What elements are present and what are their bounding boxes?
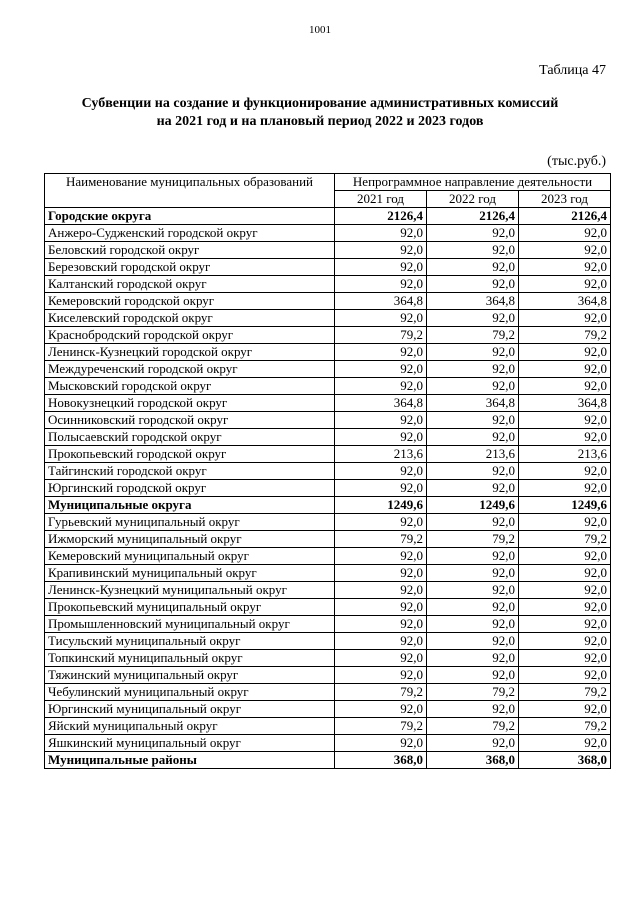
table-row <box>45 684 611 701</box>
cell-2023: 92,0 <box>519 701 611 718</box>
cell-2021: 79,2 <box>335 327 427 344</box>
table-row <box>45 225 611 242</box>
cell-2021: 92,0 <box>335 463 427 480</box>
table-body <box>45 208 611 769</box>
cell-2023: 92,0 <box>519 735 611 752</box>
page-number: 1001 <box>309 24 331 36</box>
cell-2022: 92,0 <box>427 276 519 293</box>
table-row-group-total <box>45 752 611 769</box>
cell-2022: 92,0 <box>427 463 519 480</box>
cell-name: Междуреченский городской округ <box>45 361 335 378</box>
table-row <box>45 259 611 276</box>
cell-2021: 92,0 <box>335 310 427 327</box>
cell-2022: 1249,6 <box>427 497 519 514</box>
cell-name: Полысаевский городской округ <box>45 429 335 446</box>
cell-2023: 368,0 <box>519 752 611 769</box>
cell-2021: 92,0 <box>335 735 427 752</box>
cell-2021: 92,0 <box>335 616 427 633</box>
cell-name: Чебулинский муниципальный округ <box>45 684 335 701</box>
cell-2021: 92,0 <box>335 412 427 429</box>
header-name-column: Наименование муниципальных образований <box>45 174 335 208</box>
cell-2023: 364,8 <box>519 293 611 310</box>
cell-2023: 92,0 <box>519 616 611 633</box>
cell-name: Яшкинский муниципальный округ <box>45 735 335 752</box>
cell-2021: 92,0 <box>335 514 427 531</box>
table-row <box>45 463 611 480</box>
cell-2021: 213,6 <box>335 446 427 463</box>
table-row <box>45 582 611 599</box>
table-row-group-total <box>45 497 611 514</box>
cell-2021: 92,0 <box>335 667 427 684</box>
table-row <box>45 395 611 412</box>
cell-name: Прокопьевский городской округ <box>45 446 335 463</box>
cell-2023: 92,0 <box>519 582 611 599</box>
cell-2022: 79,2 <box>427 531 519 548</box>
table-row <box>45 378 611 395</box>
units-label: (тыс.руб.) <box>547 154 606 169</box>
cell-2022: 79,2 <box>427 684 519 701</box>
table-row <box>45 480 611 497</box>
cell-2021: 92,0 <box>335 344 427 361</box>
cell-2022: 92,0 <box>427 735 519 752</box>
table-row <box>45 701 611 718</box>
cell-2023: 92,0 <box>519 429 611 446</box>
cell-2023: 92,0 <box>519 378 611 395</box>
table-row <box>45 242 611 259</box>
cell-2021: 92,0 <box>335 276 427 293</box>
cell-2023: 79,2 <box>519 718 611 735</box>
table-row <box>45 735 611 752</box>
cell-2023: 92,0 <box>519 480 611 497</box>
cell-name: Тисульский муниципальный округ <box>45 633 335 650</box>
cell-name: Топкинский муниципальный округ <box>45 650 335 667</box>
cell-name: Муниципальные округа <box>45 497 335 514</box>
cell-2021: 79,2 <box>335 684 427 701</box>
cell-name: Киселевский городской округ <box>45 310 335 327</box>
cell-name: Тайгинский городской округ <box>45 463 335 480</box>
table-row <box>45 361 611 378</box>
cell-2021: 79,2 <box>335 718 427 735</box>
cell-2022: 92,0 <box>427 565 519 582</box>
cell-name: Яйский муниципальный округ <box>45 718 335 735</box>
cell-2023: 92,0 <box>519 344 611 361</box>
table-row <box>45 633 611 650</box>
cell-2022: 92,0 <box>427 599 519 616</box>
cell-2023: 92,0 <box>519 633 611 650</box>
table-row <box>45 531 611 548</box>
cell-2021: 79,2 <box>335 531 427 548</box>
cell-2023: 92,0 <box>519 565 611 582</box>
cell-2022: 92,0 <box>427 344 519 361</box>
subsidies-table <box>44 173 611 769</box>
cell-2022: 92,0 <box>427 650 519 667</box>
cell-2023: 92,0 <box>519 599 611 616</box>
cell-2023: 79,2 <box>519 531 611 548</box>
cell-name: Калтанский городской округ <box>45 276 335 293</box>
cell-2022: 92,0 <box>427 259 519 276</box>
cell-name: Городские округа <box>45 208 335 225</box>
cell-2023: 79,2 <box>519 684 611 701</box>
cell-name: Краснобродский городской округ <box>45 327 335 344</box>
table-row <box>45 310 611 327</box>
cell-2023: 79,2 <box>519 327 611 344</box>
table-row <box>45 327 611 344</box>
header-group-column: Непрограммное направление деятельности <box>335 174 611 191</box>
cell-name: Мысковский городской округ <box>45 378 335 395</box>
table-row-group-total <box>45 208 611 225</box>
cell-2022: 92,0 <box>427 480 519 497</box>
cell-name: Тяжинский муниципальный округ <box>45 667 335 684</box>
header-year-2021: 2021 год <box>335 191 427 208</box>
cell-2021: 92,0 <box>335 480 427 497</box>
table-row <box>45 667 611 684</box>
cell-name: Березовский городской округ <box>45 259 335 276</box>
cell-2021: 92,0 <box>335 582 427 599</box>
cell-2021: 92,0 <box>335 429 427 446</box>
cell-name: Кемеровский городской округ <box>45 293 335 310</box>
table-row <box>45 446 611 463</box>
table-row <box>45 599 611 616</box>
cell-2021: 92,0 <box>335 225 427 242</box>
cell-2022: 92,0 <box>427 429 519 446</box>
cell-2023: 92,0 <box>519 412 611 429</box>
cell-name: Прокопьевский муниципальный округ <box>45 599 335 616</box>
table-row <box>45 718 611 735</box>
cell-2023: 92,0 <box>519 259 611 276</box>
cell-name: Осинниковский городской округ <box>45 412 335 429</box>
table-row <box>45 429 611 446</box>
table-row <box>45 276 611 293</box>
cell-2021: 92,0 <box>335 701 427 718</box>
cell-2023: 92,0 <box>519 242 611 259</box>
cell-2021: 92,0 <box>335 650 427 667</box>
cell-2023: 92,0 <box>519 225 611 242</box>
table-row <box>45 650 611 667</box>
cell-2023: 92,0 <box>519 667 611 684</box>
cell-2022: 92,0 <box>427 310 519 327</box>
header-year-2022: 2022 год <box>427 191 519 208</box>
cell-2023: 92,0 <box>519 310 611 327</box>
cell-2021: 92,0 <box>335 361 427 378</box>
cell-2021: 92,0 <box>335 599 427 616</box>
cell-2021: 92,0 <box>335 378 427 395</box>
cell-2023: 2126,4 <box>519 208 611 225</box>
document-title <box>0 95 640 131</box>
table-row <box>45 616 611 633</box>
cell-2022: 364,8 <box>427 293 519 310</box>
cell-2021: 92,0 <box>335 548 427 565</box>
cell-2021: 2126,4 <box>335 208 427 225</box>
cell-2021: 92,0 <box>335 633 427 650</box>
table-row <box>45 514 611 531</box>
cell-2022: 368,0 <box>427 752 519 769</box>
cell-2022: 92,0 <box>427 701 519 718</box>
cell-name: Новокузнецкий городской округ <box>45 395 335 412</box>
cell-2022: 92,0 <box>427 582 519 599</box>
cell-2022: 92,0 <box>427 548 519 565</box>
cell-2022: 213,6 <box>427 446 519 463</box>
cell-2021: 92,0 <box>335 259 427 276</box>
title-line-2: на 2021 год и на плановый период 2022 и 2023 годов <box>156 114 484 129</box>
cell-2023: 92,0 <box>519 276 611 293</box>
cell-name: Кемеровский муниципальный округ <box>45 548 335 565</box>
cell-2023: 92,0 <box>519 463 611 480</box>
cell-2022: 79,2 <box>427 718 519 735</box>
table-label: Таблица 47 <box>539 63 606 78</box>
cell-2023: 92,0 <box>519 361 611 378</box>
cell-2022: 92,0 <box>427 225 519 242</box>
cell-2022: 92,0 <box>427 667 519 684</box>
cell-name: Юргинский муниципальный округ <box>45 701 335 718</box>
cell-2023: 1249,6 <box>519 497 611 514</box>
cell-2021: 368,0 <box>335 752 427 769</box>
cell-2023: 213,6 <box>519 446 611 463</box>
cell-name: Анжеро-Судженский городской округ <box>45 225 335 242</box>
table-row <box>45 565 611 582</box>
cell-name: Крапивинский муниципальный округ <box>45 565 335 582</box>
cell-name: Ленинск-Кузнецкий городской округ <box>45 344 335 361</box>
cell-name: Муниципальные районы <box>45 752 335 769</box>
cell-2021: 92,0 <box>335 565 427 582</box>
cell-2022: 92,0 <box>427 412 519 429</box>
cell-2022: 92,0 <box>427 242 519 259</box>
cell-name: Гурьевский муниципальный округ <box>45 514 335 531</box>
cell-2021: 1249,6 <box>335 497 427 514</box>
cell-2023: 92,0 <box>519 514 611 531</box>
cell-2022: 79,2 <box>427 327 519 344</box>
cell-2022: 92,0 <box>427 378 519 395</box>
cell-name: Ижморский муниципальный округ <box>45 531 335 548</box>
header-year-2023: 2023 год <box>519 191 611 208</box>
cell-name: Ленинск-Кузнецкий муниципальный округ <box>45 582 335 599</box>
cell-2021: 364,8 <box>335 395 427 412</box>
cell-name: Юргинский городской округ <box>45 480 335 497</box>
cell-2023: 92,0 <box>519 650 611 667</box>
cell-2022: 364,8 <box>427 395 519 412</box>
cell-2022: 92,0 <box>427 514 519 531</box>
cell-name: Беловский городской округ <box>45 242 335 259</box>
cell-2021: 364,8 <box>335 293 427 310</box>
cell-2023: 92,0 <box>519 548 611 565</box>
table-row <box>45 548 611 565</box>
cell-2021: 92,0 <box>335 242 427 259</box>
table-row <box>45 412 611 429</box>
cell-2022: 92,0 <box>427 361 519 378</box>
table-row <box>45 344 611 361</box>
title-line-1: Субвенции на создание и функционирование административных комиссий <box>81 96 559 111</box>
cell-name: Промышленновский муниципальный округ <box>45 616 335 633</box>
cell-2022: 2126,4 <box>427 208 519 225</box>
cell-2022: 92,0 <box>427 633 519 650</box>
cell-2023: 364,8 <box>519 395 611 412</box>
cell-2022: 92,0 <box>427 616 519 633</box>
table-row <box>45 293 611 310</box>
